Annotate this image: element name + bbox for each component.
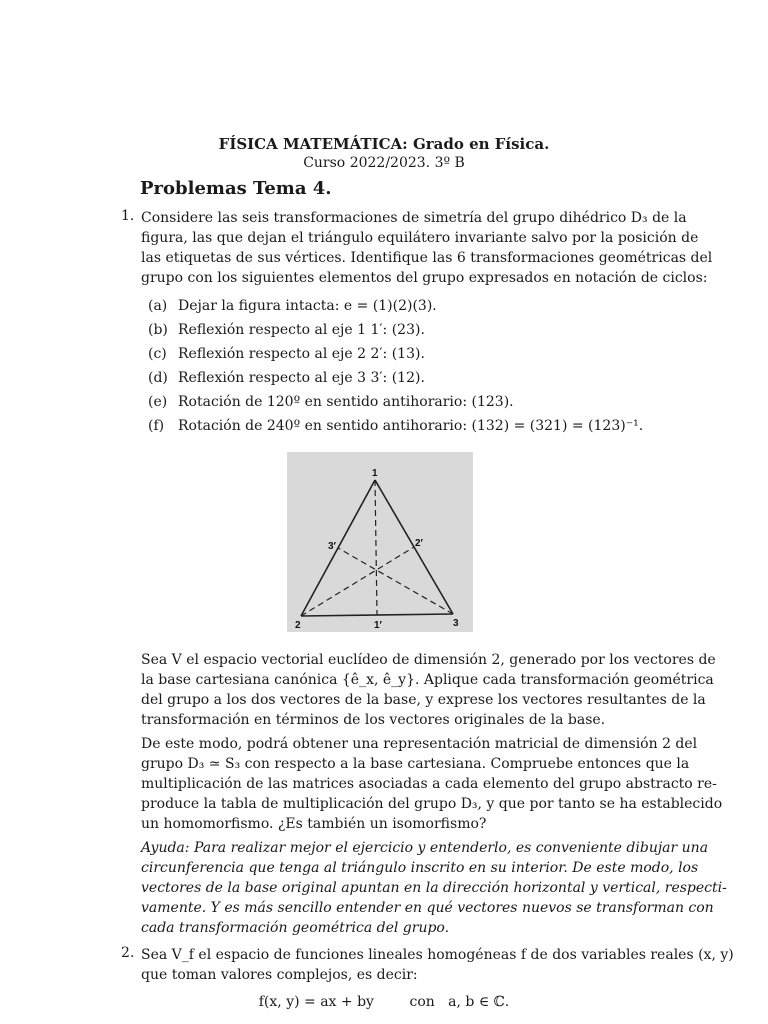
list-item-text: Reflexión respecto al eje 2 2′: (13). <box>178 346 425 362</box>
equation: f(x, y) = ax + by con a, b ∈ ℂ. <box>258 994 510 1010</box>
triangle-figure <box>287 452 473 632</box>
vertex-label-3: 3 <box>453 618 459 629</box>
paragraph-line: un homomorfismo. ¿Es también un isomorfismo? <box>141 816 487 832</box>
course-subtitle: Curso 2022/2023. 3º B <box>303 155 465 171</box>
list-item-label: (c) <box>148 346 167 362</box>
midpoint-label-2: 2′ <box>415 538 423 549</box>
list-item <box>148 368 425 388</box>
paragraph-line: Sea V el espacio vectorial euclídeo de dimensión 2, generado por los vectores de <box>141 652 716 668</box>
list-item-label: (f) <box>148 418 165 434</box>
problem-1-intro-line: grupo con los siguientes elementos del grupo expresados en notación de ciclos: <box>141 270 708 286</box>
document-title: FÍSICA MATEMÁTICA: Grado en Física. <box>218 135 550 153</box>
problem-2-number: 2. <box>121 945 135 961</box>
midpoint-label-1: 1′ <box>374 620 382 631</box>
paragraph-line: del grupo a los dos vectores de la base, y exprese los vectores resultantes de la <box>141 692 706 708</box>
list-item-label: (b) <box>148 322 168 338</box>
vertex-label-2: 2 <box>295 620 301 631</box>
list-item <box>148 320 425 340</box>
hint-line: cada transformación geométrica del grupo. <box>141 920 450 936</box>
list-item-label: (e) <box>148 394 168 410</box>
hint-line: Ayuda: Para realizar mejor el ejercicio y entenderlo, es conveniente dibujar una <box>141 840 709 856</box>
list-item <box>148 344 425 364</box>
paragraph-line: la base cartesiana canónica {ê_x, ê_y}. Aplique cada transformación geométrica <box>141 672 714 688</box>
problem-2-line: que toman valores complejos, es decir: <box>141 967 418 983</box>
paragraph-line: multiplicación de las matrices asociadas a cada elemento del grupo abstracto re- <box>141 776 717 792</box>
list-item <box>148 416 643 436</box>
list-item-text: Dejar la figura intacta: e = (1)(2)(3). <box>178 298 437 314</box>
hint-line: vectores de la base original apuntan en la dirección horizontal y vertical, respecti- <box>141 880 727 896</box>
list-item-text: Rotación de 120º en sentido antihorario: (123). <box>178 394 514 410</box>
list-item-text: Reflexión respecto al eje 3 3′: (12). <box>178 370 425 386</box>
problem-1-intro-line: Considere las seis transformaciones de simetría del grupo dihédrico D₃ de la <box>141 210 687 226</box>
paragraph-line: grupo D₃ ≃ S₃ con respecto a la base cartesiana. Compruebe entonces que la <box>141 756 690 772</box>
section-title: Problemas Tema 4. <box>140 178 332 199</box>
hint-line: vamente. Y es más sencillo entender en qué vectores nuevos se transforman con <box>141 900 714 916</box>
problem-1-intro-line: figura, las que dejan el triángulo equilátero invariante salvo por la posición de <box>141 230 699 246</box>
midpoint-label-3: 3′ <box>328 541 336 552</box>
list-item <box>148 296 437 316</box>
paragraph-line: produce la tabla de multiplicación del grupo D₃, y que por tanto se ha establecido <box>141 796 723 812</box>
problem-1-number: 1. <box>121 208 135 224</box>
problem-1-intro-line: las etiquetas de sus vértices. Identifique las 6 transformaciones geométricas del <box>141 250 713 266</box>
paragraph-line: De este modo, podrá obtener una representación matricial de dimensión 2 del <box>141 736 698 752</box>
list-item-text: Rotación de 240º en sentido antihorario: (132) = (321) = (123)⁻¹. <box>178 418 644 434</box>
list-item-label: (d) <box>148 370 168 386</box>
figure-background <box>287 452 473 632</box>
paragraph-line: transformación en términos de los vectores originales de la base. <box>141 712 606 728</box>
list-item <box>148 392 514 412</box>
list-item-label: (a) <box>148 298 168 314</box>
hint-line: circunferencia que tenga al triángulo inscrito en su interior. De este modo, los <box>141 860 699 876</box>
problem-2-line: Sea V_f el espacio de funciones lineales homogéneas f de dos variables reales (x, y) <box>141 947 734 963</box>
list-item-text: Reflexión respecto al eje 1 1′: (23). <box>178 322 425 338</box>
vertex-label-1: 1 <box>372 468 378 479</box>
